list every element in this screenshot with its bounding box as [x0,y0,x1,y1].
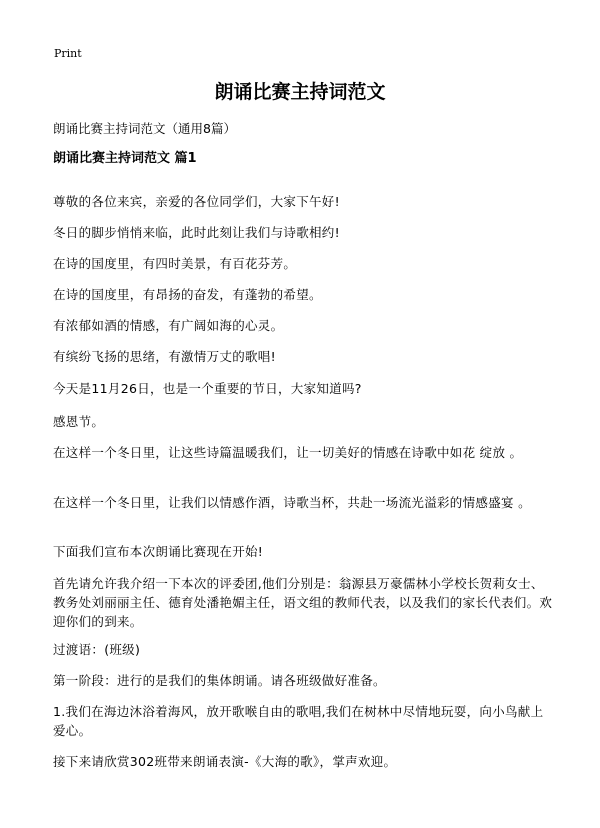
document-subtitle: 朗诵比赛主持词范文（通用8篇） [53,121,236,136]
paragraph-hope: 在诗的国度里，有昂扬的奋发，有蓬勃的希望。 [53,286,322,302]
paragraph-stage-one: 第一阶段：进行的是我们的集体朗诵。请各班级做好准备。 [53,672,386,688]
paragraph-emotion: 有浓郁如酒的情感，有广阔如海的心灵。 [53,317,284,333]
paragraph-winter-poetry: 冬日的脚步悄悄来临，此时此刻让我们与诗歌相约! [53,224,340,240]
paragraph-performance: 接下来请欣赏302班带来朗诵表演-《大海的歌》，掌声欢迎。 [53,753,397,769]
paragraph-judges: 首先请允许我介绍一下本次的评委团,他们分别是：翁源县万豪儒林小学校长贺莉女士、教务处刘丽丽主任、德育处潘艳媚主任，语文组的教师代表，以及我们的家长代表们。欢迎你们的到来。 [53,575,553,629]
paragraph-start: 下面我们宣布本次朗诵比赛现在开始! [53,543,264,559]
paragraph-singing: 有缤纷飞扬的思绪，有激情万丈的歌唱! [53,348,276,364]
paragraph-greeting: 尊敬的各位来宾，亲爱的各位同学们，大家下午好! [53,193,340,209]
paragraph-winter-warmth: 在这样一个冬日里，让这些诗篇温暖我们，让一切美好的情感在诗歌中如花 绽放 。 [53,444,523,460]
paragraph-date: 今天是11月26日，也是一个重要的节日，大家知道吗? [53,380,362,396]
page-title: 朗诵比赛主持词范文 [214,81,386,103]
paragraph-seaside: 1.我们在海边沐浴着海风，放开歌喉自由的歌唱,我们在树林中尽情地玩耍，向小鸟献上爱心。 [53,703,544,738]
print-link[interactable]: Print [54,47,82,60]
paragraph-four-seasons: 在诗的国度里，有四时美景，有百花芬芳。 [53,255,297,271]
paragraph-thanksgiving: 感恩节。 [53,413,105,429]
paragraph-transition: 过渡语：(班级) [53,641,141,657]
section-heading: 朗诵比赛主持词范文 篇1 [53,151,197,166]
paragraph-feast: 在这样一个冬日里，让我们以情感作酒，诗歌当杯，共赴一场流光溢彩的情感盛宴 。 [53,494,531,510]
